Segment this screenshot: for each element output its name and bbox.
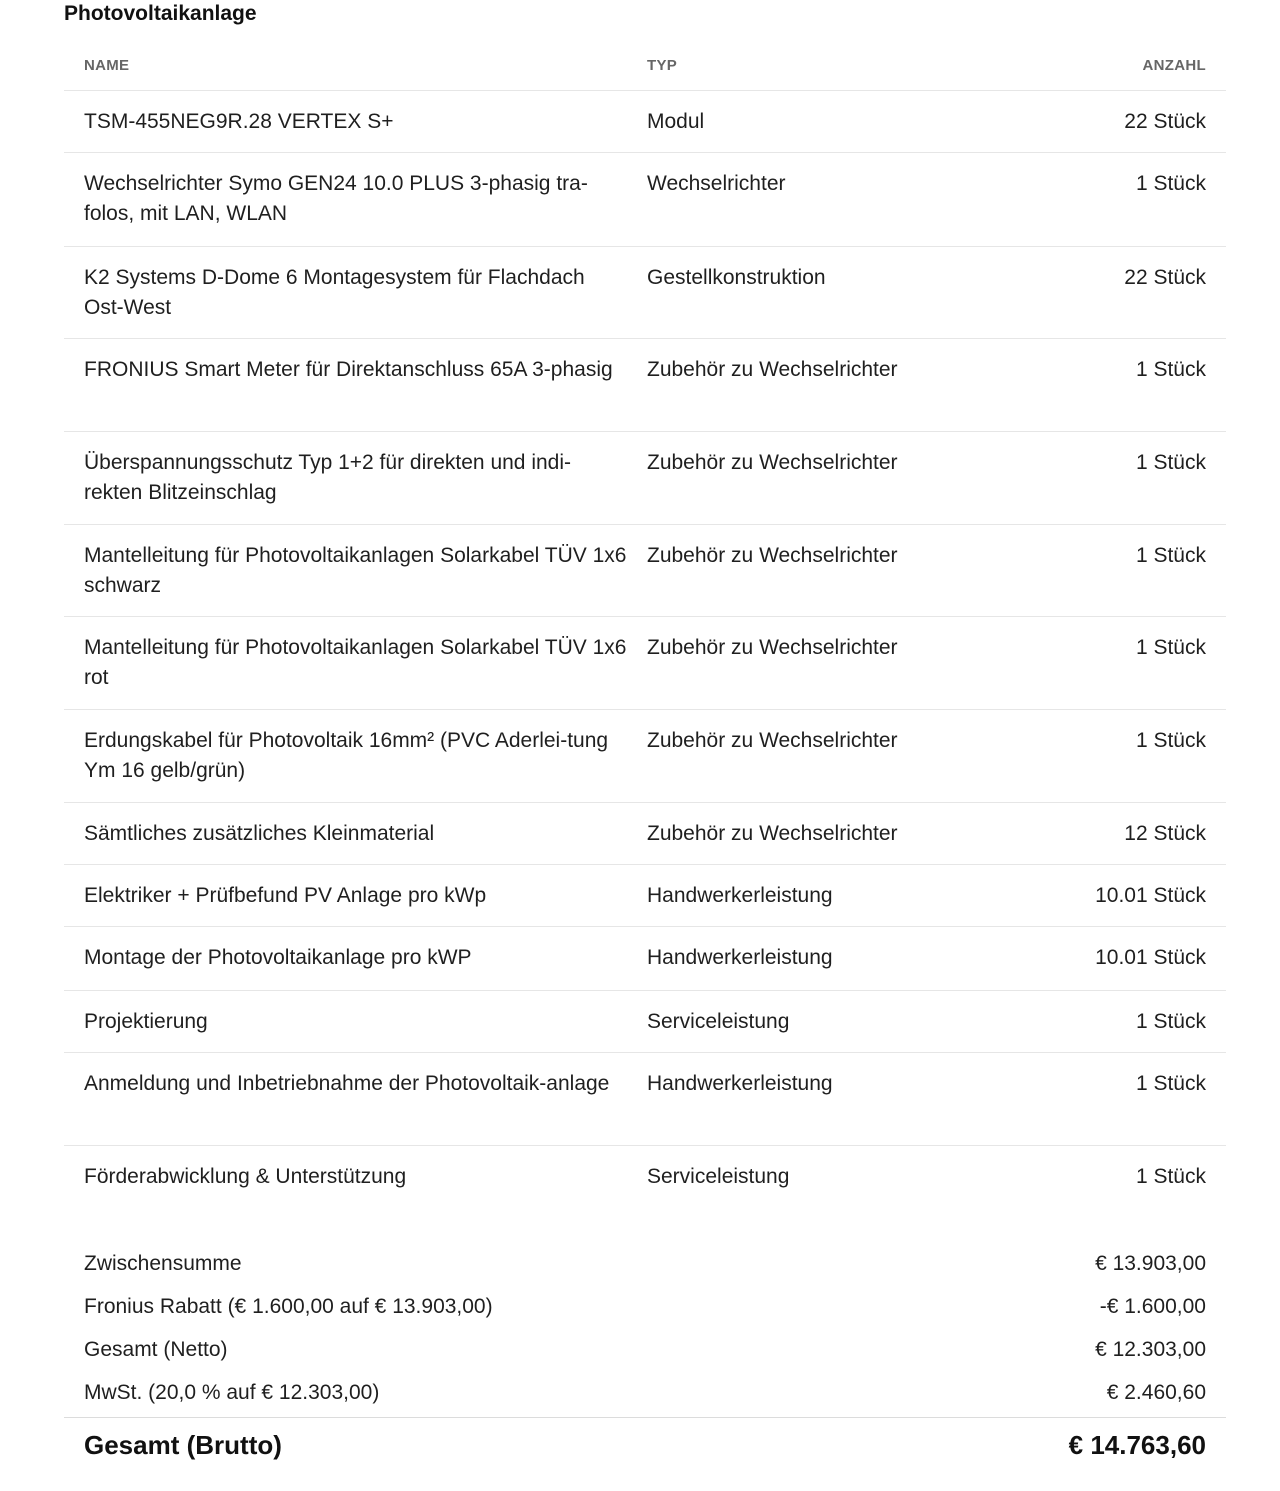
cell-name: Überspannungsschutz Typ 1+2 für direkten und indi-rekten Blitzeinschlag — [84, 451, 571, 504]
cell-qty: 1 Stück — [1135, 172, 1206, 195]
table-row — [64, 1146, 1226, 1208]
cell-type: Handwerkerleistung — [647, 946, 833, 969]
cell-type: Gestellkonstruktion — [647, 266, 826, 289]
cell-qty: 1 Stück — [1135, 1072, 1206, 1095]
total-value: € 2.460,60 — [1106, 1380, 1206, 1404]
total-line — [64, 1242, 1226, 1285]
total-value: -€ 1.600,00 — [1099, 1294, 1206, 1318]
cell-name: Wechselrichter Symo GEN24 10.0 PLUS 3-phasig tra-folos, mit LAN, WLAN — [84, 172, 588, 225]
cell-name: TSM-455NEG9R.28 VERTEX S+ — [84, 110, 394, 133]
cell-type: Handwerkerleistung — [647, 884, 833, 907]
cell-qty: 1 Stück — [1135, 1010, 1206, 1033]
cell-name: Mantelleitung für Photovoltaikanlagen Solarkabel TÜV 1x6 schwarz — [84, 544, 627, 597]
section-title: Photovoltaikanlage — [64, 2, 257, 25]
table-row — [64, 865, 1226, 927]
table-row — [64, 525, 1226, 617]
table-row — [64, 339, 1226, 432]
grand-total-row — [64, 1417, 1226, 1473]
cell-qty: 1 Stück — [1135, 358, 1206, 381]
total-value: € 12.303,00 — [1095, 1337, 1206, 1361]
table-row — [64, 927, 1226, 991]
cell-qty: 1 Stück — [1135, 544, 1206, 567]
cell-qty: 1 Stück — [1135, 636, 1206, 659]
grand-total-value: € 14.763,60 — [1068, 1430, 1206, 1460]
total-label: Fronius Rabatt (€ 1.600,00 auf € 13.903,00) — [84, 1294, 493, 1318]
cell-type: Wechselrichter — [647, 172, 786, 195]
cell-name: Montage der Photovoltaikanlage pro kWP — [84, 946, 472, 969]
table-row — [64, 710, 1226, 803]
table-row — [64, 803, 1226, 865]
cell-type: Zubehör zu Wechselrichter — [647, 822, 898, 845]
cell-name: Sämtliches zusätzliches Kleinmaterial — [84, 822, 435, 845]
table-row — [64, 153, 1226, 247]
cell-type: Serviceleistung — [647, 1165, 790, 1188]
cell-name: Mantelleitung für Photovoltaikanlagen Solarkabel TÜV 1x6 rot — [84, 636, 627, 689]
total-line — [64, 1285, 1226, 1328]
table-row — [64, 991, 1226, 1053]
cell-type: Modul — [647, 110, 705, 133]
cell-qty: 22 Stück — [1124, 266, 1206, 289]
total-label: MwSt. (20,0 % auf € 12.303,00) — [84, 1380, 380, 1404]
cell-name: K2 Systems D-Dome 6 Montagesystem für Flachdach Ost-West — [84, 266, 585, 319]
cell-name: Elektriker + Prüfbefund PV Anlage pro kWp — [84, 884, 487, 907]
cell-qty: 1 Stück — [1135, 451, 1206, 474]
total-label: Zwischensumme — [84, 1251, 242, 1275]
table-row — [64, 91, 1226, 153]
grand-total-label: Gesamt (Brutto) — [84, 1430, 282, 1460]
table-row — [64, 617, 1226, 710]
cell-type: Zubehör zu Wechselrichter — [647, 358, 898, 381]
cell-qty: 10.01 Stück — [1095, 946, 1206, 969]
totals — [64, 1242, 1226, 1473]
cell-name: Förderabwicklung & Unterstützung — [84, 1165, 407, 1188]
header-name: NAME — [84, 56, 130, 74]
table-row — [64, 1053, 1226, 1146]
total-line — [64, 1328, 1226, 1371]
cell-type: Zubehör zu Wechselrichter — [647, 636, 898, 659]
header-qty: ANZAHL — [1142, 56, 1206, 74]
total-label: Gesamt (Netto) — [84, 1337, 228, 1361]
items-table — [64, 40, 1226, 1208]
cell-qty: 10.01 Stück — [1095, 884, 1206, 907]
cell-qty: 1 Stück — [1135, 1165, 1206, 1188]
cell-type: Serviceleistung — [647, 1010, 790, 1033]
cell-qty: 12 Stück — [1124, 822, 1206, 845]
cell-type: Zubehör zu Wechselrichter — [647, 451, 898, 474]
cell-name: Projektierung — [84, 1010, 208, 1033]
cell-type: Handwerkerleistung — [647, 1072, 833, 1095]
total-line — [64, 1371, 1226, 1414]
cell-name: FRONIUS Smart Meter für Direktanschluss 65A 3-phasig — [84, 358, 613, 381]
cell-name: Anmeldung und Inbetriebnahme der Photovoltaik-anlage — [84, 1072, 610, 1095]
cell-qty: 1 Stück — [1135, 729, 1206, 752]
cell-type: Zubehör zu Wechselrichter — [647, 544, 898, 567]
cell-name: Erdungskabel für Photovoltaik 16mm² (PVC Aderlei-tung Ym 16 gelb/grün) — [84, 729, 609, 782]
cell-qty: 22 Stück — [1124, 110, 1206, 133]
cell-type: Zubehör zu Wechselrichter — [647, 729, 898, 752]
header-type: TYP — [647, 56, 678, 74]
total-value: € 13.903,00 — [1095, 1251, 1206, 1275]
table-row — [64, 432, 1226, 525]
table-row — [64, 247, 1226, 339]
table-header — [64, 40, 1226, 91]
